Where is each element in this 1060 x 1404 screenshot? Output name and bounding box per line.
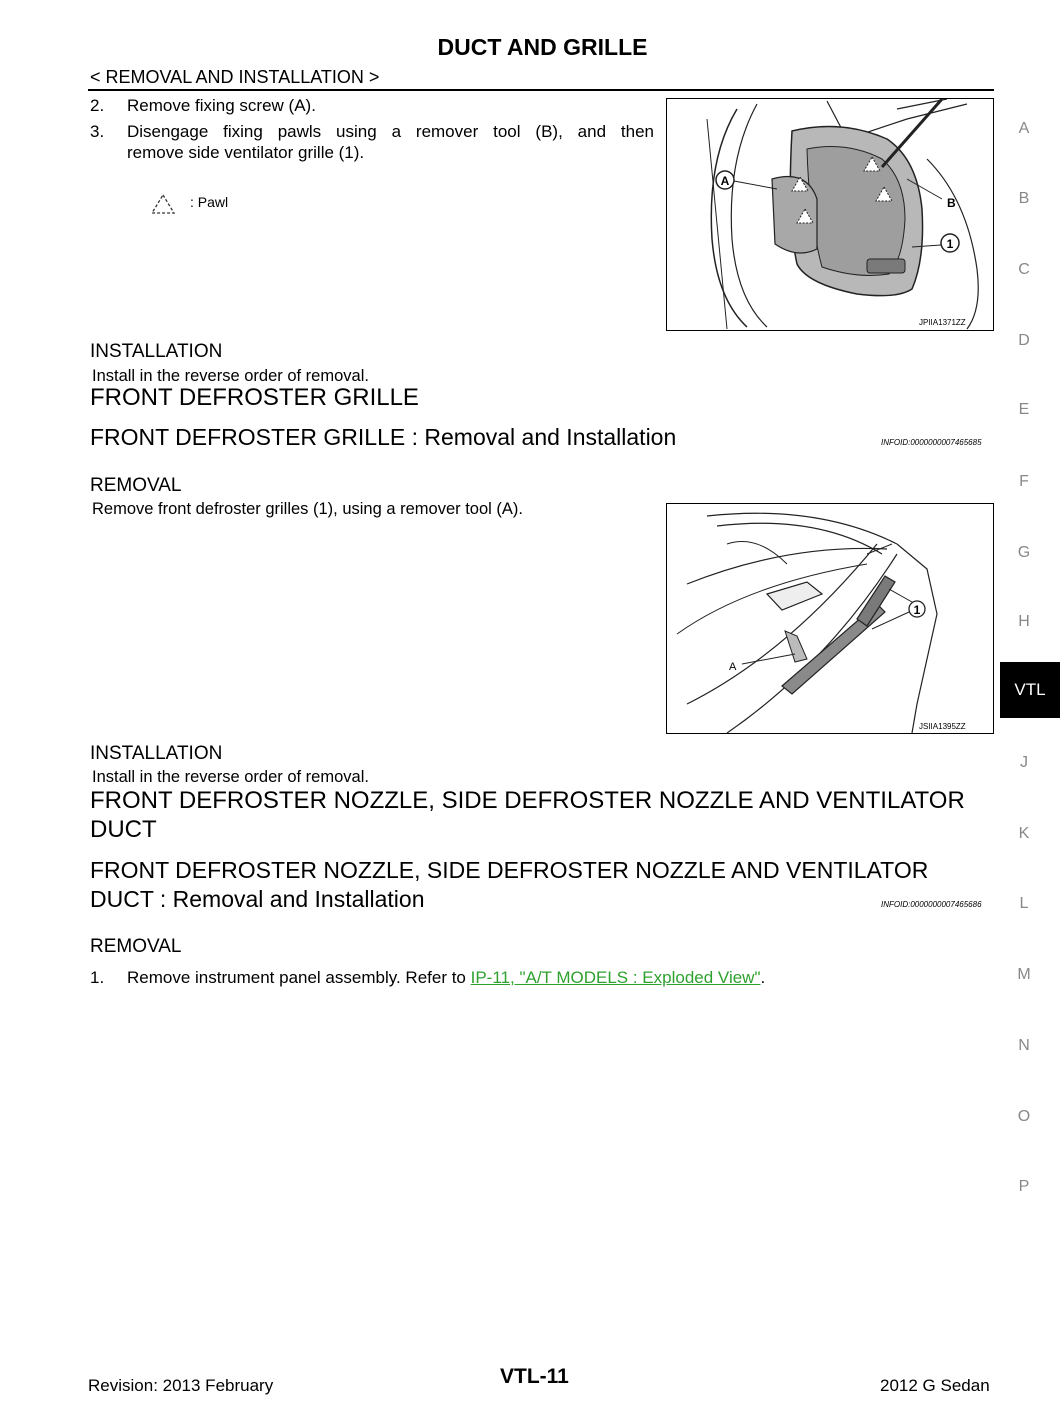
figure-code: JSIIA1395ZZ <box>919 722 966 731</box>
sidebar-letter-l[interactable]: L <box>1019 895 1029 912</box>
callout-b: B <box>947 196 956 210</box>
footer-page-number: VTL-11 <box>500 1365 569 1388</box>
section-heading-nozzle-duct-line1: FRONT DEFROSTER NOZZLE, SIDE DEFROSTER NOZZLE AND VENTILATOR <box>90 787 965 814</box>
step-text: Remove fixing screw (A). <box>127 96 316 115</box>
installation-heading: INSTALLATION <box>90 743 223 764</box>
subsection-heading-line1: FRONT DEFROSTER NOZZLE, SIDE DEFROSTER NOZZLE AND VENTILATOR <box>90 857 929 883</box>
sidebar-letter-b[interactable]: B <box>1018 190 1030 207</box>
sidebar-letter-a[interactable]: A <box>1018 120 1030 137</box>
info-id: INFOID:0000000007465685 <box>881 438 982 447</box>
side-ventilator-illustration <box>667 99 993 330</box>
sidebar-letter-e[interactable]: E <box>1018 401 1030 418</box>
subsection-heading-line2: DUCT : Removal and Installation <box>90 886 425 912</box>
sidebar-letter-o[interactable]: O <box>1017 1108 1031 1125</box>
figure-code: JPIIA1371ZZ <box>919 318 966 327</box>
figure-side-ventilator-grille <box>666 98 994 331</box>
sidebar-letter-k[interactable]: K <box>1018 825 1030 842</box>
breadcrumb: < REMOVAL AND INSTALLATION > <box>90 67 380 87</box>
footer-model: 2012 G Sedan <box>880 1376 990 1395</box>
step-number: 3. <box>90 122 105 141</box>
sidebar-letter-j[interactable]: J <box>1020 754 1028 771</box>
ip-11-exploded-view-link[interactable]: IP-11, "A/T MODELS : Exploded View" <box>470 968 761 987</box>
step-text-line2: remove side ventilator grille (1). <box>127 143 365 162</box>
info-id: INFOID:0000000007465686 <box>881 900 982 909</box>
pawl-legend-label: : Pawl <box>190 194 229 210</box>
header-rule <box>88 89 994 91</box>
step-number: 2. <box>90 96 105 115</box>
pawl-icon <box>150 193 176 215</box>
callout-a: A <box>729 661 737 673</box>
section-heading-nozzle-duct-line2: DUCT <box>90 816 157 843</box>
front-defroster-illustration <box>667 504 993 733</box>
sidebar-letter-c[interactable]: C <box>1018 261 1030 278</box>
removal-heading: REMOVAL <box>90 475 182 496</box>
sidebar-tab-vtl[interactable]: VTL <box>1000 662 1060 718</box>
sidebar-letter-g[interactable]: G <box>1017 544 1031 561</box>
sidebar-letter-f[interactable]: F <box>1019 473 1029 490</box>
figure-front-defroster-grille <box>666 503 994 734</box>
sidebar-letter-p[interactable]: P <box>1018 1178 1030 1195</box>
step-text <box>127 967 765 988</box>
installation-text: Install in the reverse order of removal. <box>92 768 369 786</box>
removal-text: Remove front defroster grilles (1), using a remover tool (A). <box>92 500 523 518</box>
installation-text: Install in the reverse order of removal. <box>92 367 369 385</box>
sidebar-letter-m[interactable]: M <box>1017 966 1031 983</box>
installation-heading: INSTALLATION <box>90 341 223 362</box>
subsection-heading-removal-installation: FRONT DEFROSTER GRILLE : Removal and Installation <box>90 424 677 450</box>
callout-1: 1 <box>913 603 921 617</box>
sidebar-letter-h[interactable]: H <box>1018 613 1030 630</box>
step-3 <box>90 121 660 165</box>
sidebar-letter-n[interactable]: N <box>1018 1037 1030 1054</box>
removal-heading: REMOVAL <box>90 936 182 957</box>
step-text-line1: Disengage fixing pawls using a remover tool (B), and then <box>127 122 654 141</box>
section-heading-front-defroster-grille: FRONT DEFROSTER GRILLE <box>90 384 419 411</box>
step-text-suffix: . <box>760 968 766 987</box>
callout-a: A <box>720 174 730 188</box>
page-title: DUCT AND GRILLE <box>437 34 648 60</box>
callout-1: 1 <box>946 237 954 251</box>
step-text-prefix: Remove instrument panel assembly. Refer to <box>127 968 471 987</box>
sidebar-letter-d[interactable]: D <box>1018 332 1030 349</box>
step-number: 1. <box>90 968 105 987</box>
footer-revision: Revision: 2013 February <box>88 1376 274 1395</box>
